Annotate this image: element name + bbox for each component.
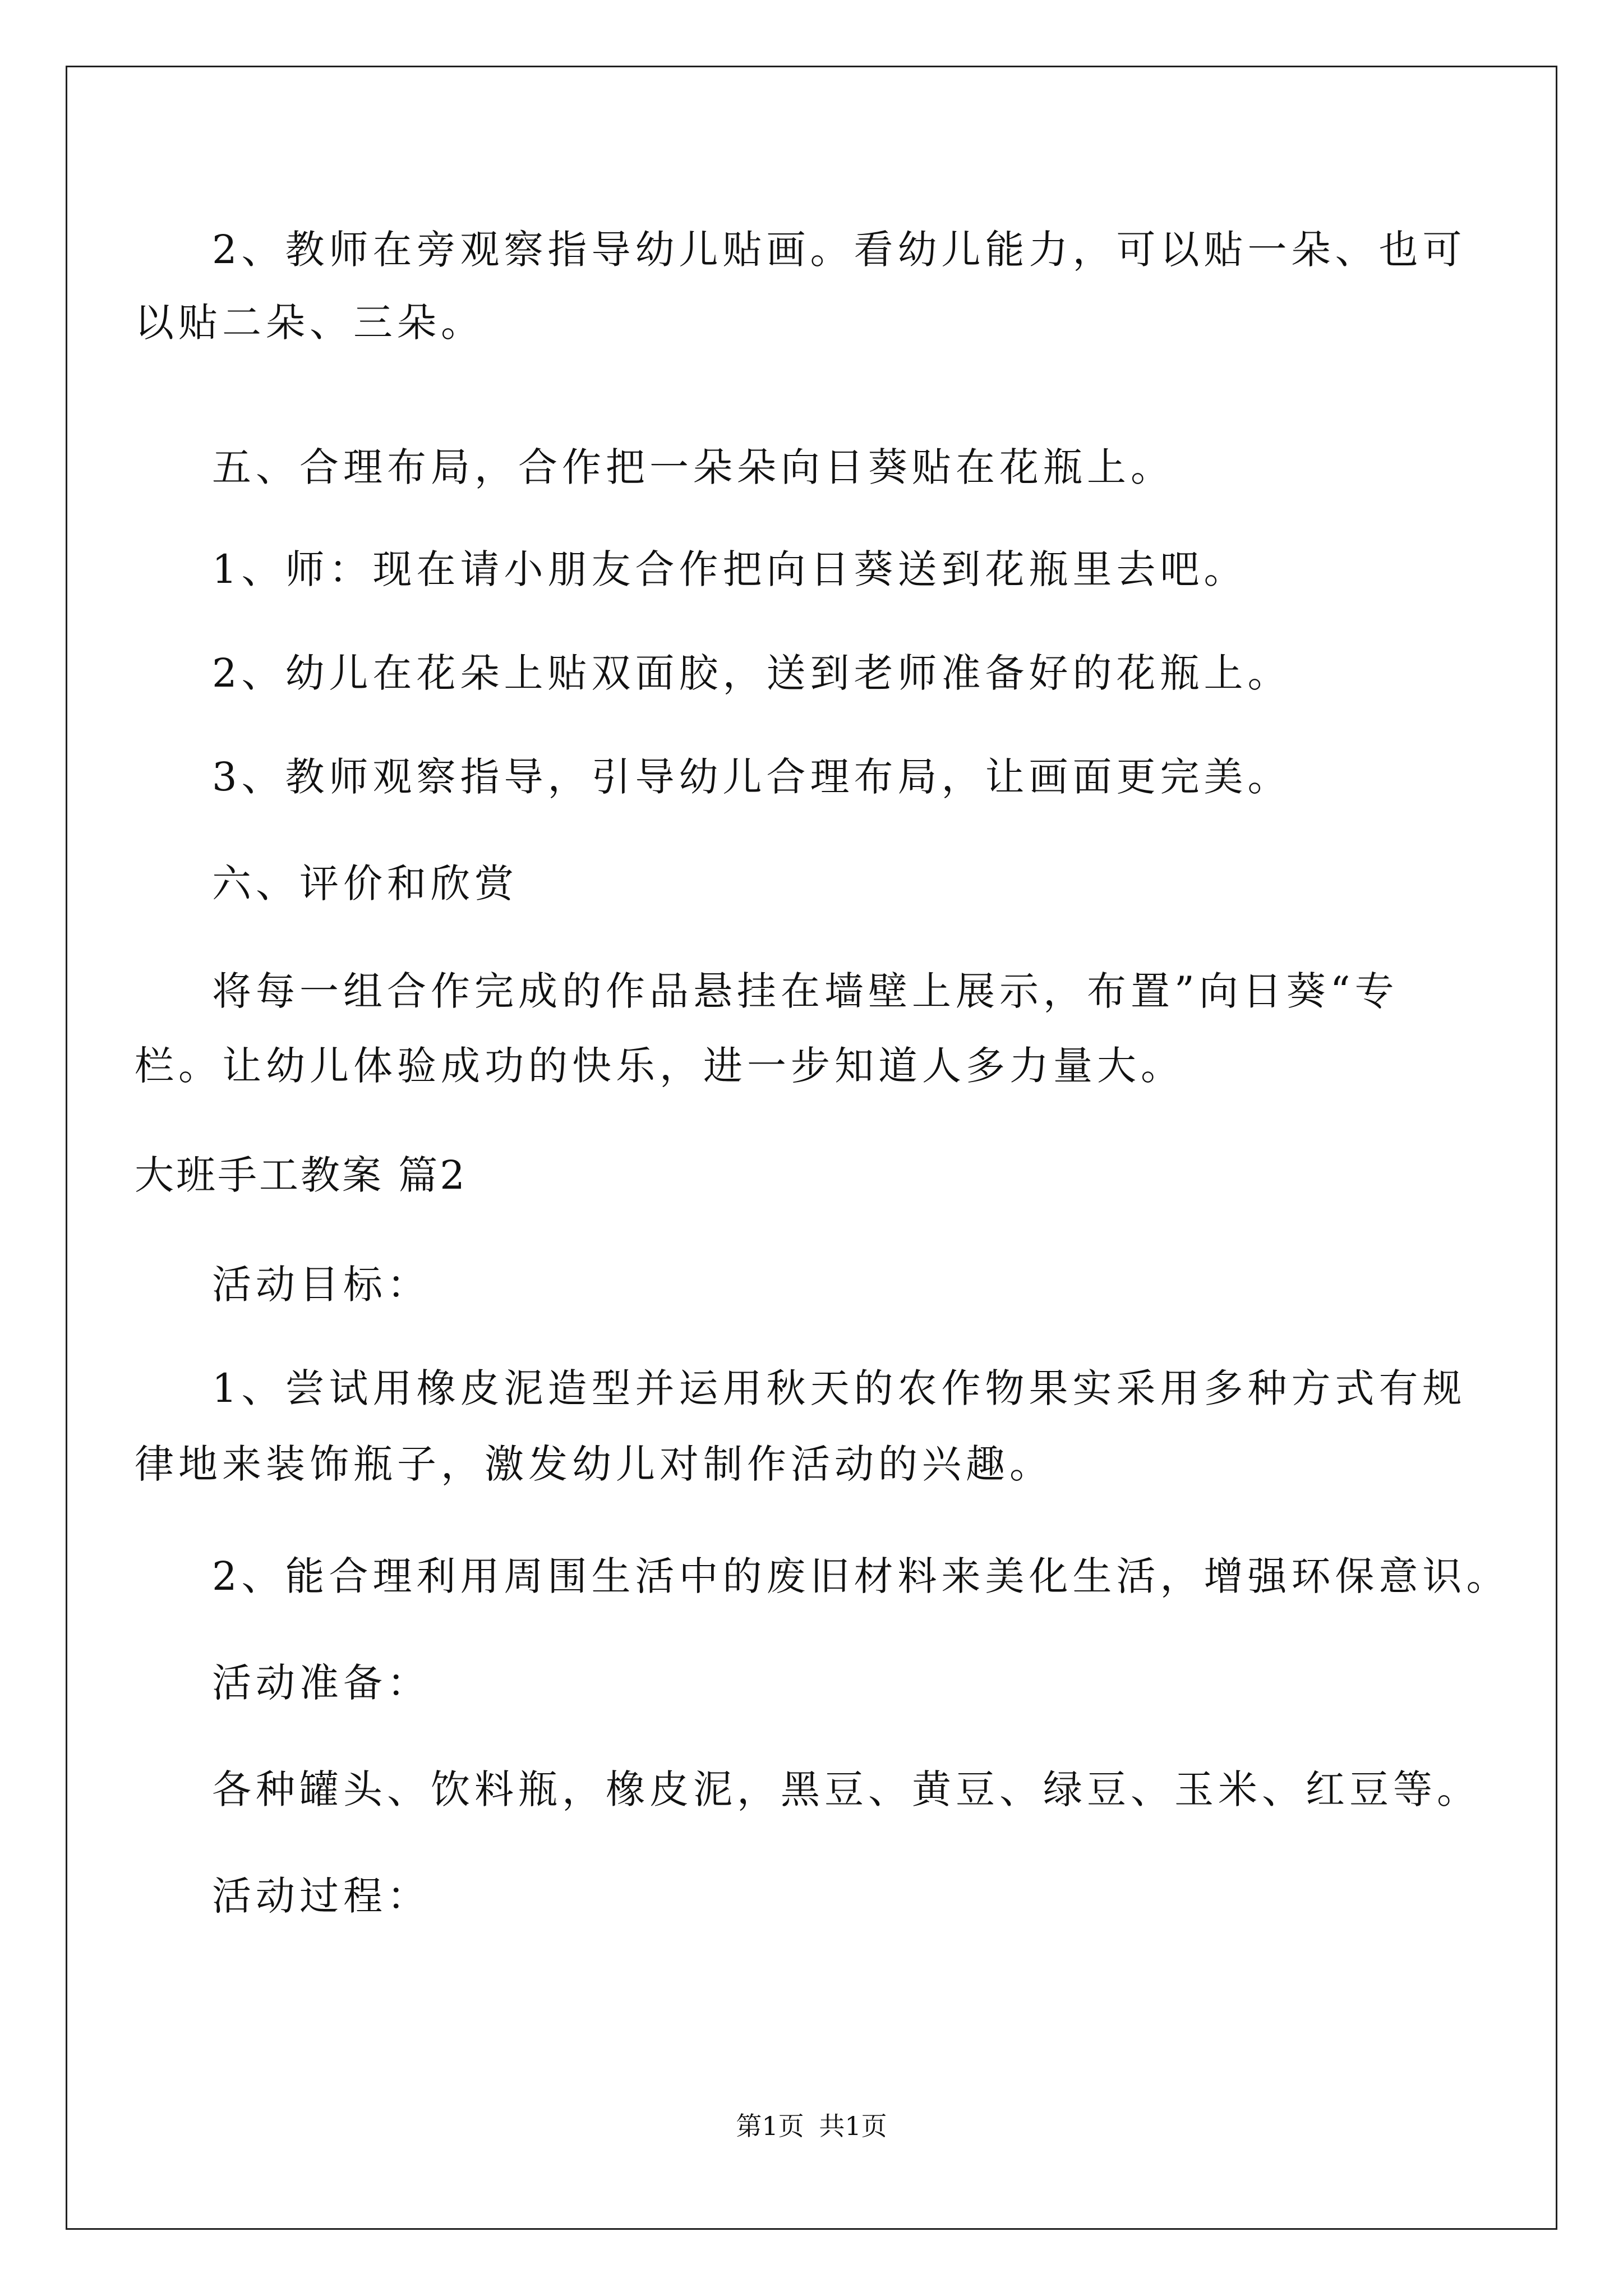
paragraph-line: 2、教师在旁观察指导幼儿贴画。看幼儿能力，可以贴一朵、也可 (212, 227, 1467, 273)
paragraph-line: 各种罐头、饮料瓶，橡皮泥，黑豆、黄豆、绿豆、玉米、红豆等。 (212, 1766, 1481, 1812)
paragraph-line: 栏。让幼儿体验成功的快乐，进一步知道人多力量大。 (135, 1043, 1184, 1089)
page-footer (0, 2109, 1623, 2143)
paragraph-line: 1、师：现在请小朋友合作把向日葵送到花瓶里去吧。 (212, 546, 1248, 592)
section-heading: 活动过程： (212, 1873, 431, 1919)
paragraph-line: 律地来装饰瓶子，激发幼儿对制作活动的兴趣。 (135, 1441, 1053, 1487)
paragraph-line: 2、能合理利用周围生活中的废旧材料来美化生活，增强环保意识。 (212, 1553, 1510, 1599)
section-heading: 活动目标： (212, 1262, 431, 1308)
page-number: 第1页 (736, 2111, 804, 2141)
paragraph-line: 3、教师观察指导，引导幼儿合理布局，让画面更完美。 (212, 754, 1292, 800)
section-heading: 活动准备： (212, 1660, 431, 1706)
paragraph-line: 2、幼儿在花朵上贴双面胶，送到老师准备好的花瓶上。 (212, 650, 1292, 696)
article-title: 大班手工教案 篇2 (135, 1152, 467, 1198)
paragraph-line: 以贴二朵、三朵。 (135, 300, 485, 346)
page-total: 共1页 (819, 2111, 887, 2141)
section-heading: 六、评价和欣赏 (212, 861, 518, 907)
section-heading: 五、合理布局，合作把一朵朵向日葵贴在花瓶上。 (212, 444, 1174, 490)
paragraph-line: 将每一组合作完成的作品悬挂在墙壁上展示，布置”向日葵“专 (212, 968, 1399, 1014)
paragraph-line: 1、尝试用橡皮泥造型并运用秋天的农作物果实采用多种方式有规 (212, 1365, 1467, 1411)
